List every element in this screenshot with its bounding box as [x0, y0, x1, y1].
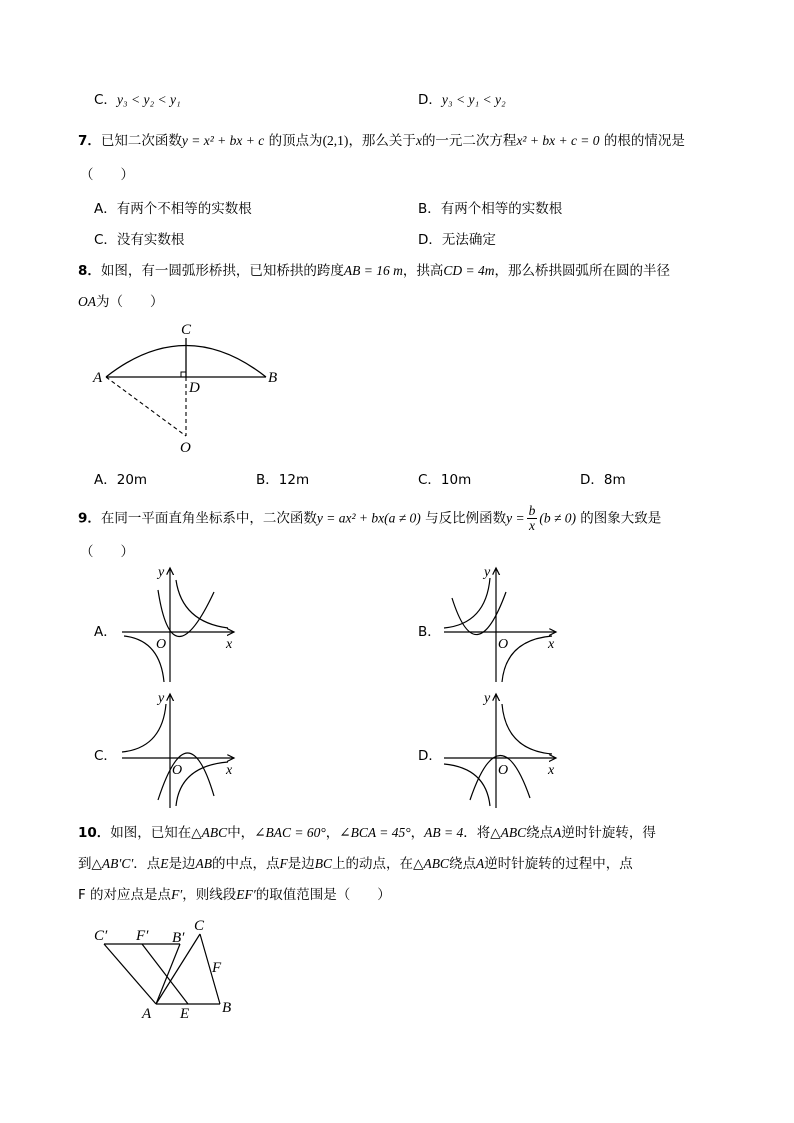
q9-math2-lhs: y = [506, 510, 525, 526]
origin-label: O [498, 763, 509, 778]
parabola [158, 590, 214, 637]
q9-paren: （ ） [80, 544, 134, 560]
q10-l2-t6: 上的动点，在 [332, 856, 414, 872]
q8-text1: 如图，有一圆弧形桥拱，已知桥拱的跨度 [100, 263, 344, 279]
label-b: B [268, 370, 278, 386]
axis-x-label: x [226, 637, 233, 652]
q9-math1: y = ax² + bx(a ≠ 0) [316, 510, 421, 526]
label-e: E [180, 1006, 190, 1022]
label-f-prime: F′ [136, 928, 149, 944]
q7-option-b[interactable]: B．有两个相等的实数根 [418, 201, 563, 217]
segment-ab1 [156, 944, 180, 1004]
q10-math3: ∠BCA = 45° [339, 825, 411, 840]
q8-math1: AB = 16 m [343, 263, 403, 278]
q9-stem [78, 504, 661, 533]
q10-l2-t7: 绕点 [448, 856, 476, 872]
q10-l3-m2: EF′ [236, 887, 256, 902]
q10-l2-t3: 是边 [168, 856, 196, 872]
q7-text5: 的根的情况是 [603, 133, 685, 149]
q8-text2: ，拱高 [402, 263, 444, 279]
q10-text6: 绕点 [526, 825, 554, 841]
parabola [158, 753, 214, 800]
axis-y-label: y [158, 691, 165, 706]
q6-option-d[interactable] [418, 88, 506, 108]
q10-l2-m2: E [160, 856, 169, 871]
q9-option-a[interactable]: A． [94, 624, 117, 640]
axis-y-label: y [158, 565, 165, 580]
q8-stem-line2 [78, 290, 164, 310]
q10-l2-m4: F [279, 856, 288, 871]
q10-text2: 中， [227, 825, 255, 841]
q10-l2-m1: △AB′C′ [91, 856, 134, 871]
label-a: A [93, 370, 103, 386]
q8-math2: CD = 4m [443, 263, 495, 278]
label-a: A [142, 1006, 152, 1022]
axis-y-label: y [484, 691, 491, 706]
q7-stem [78, 129, 685, 149]
hyperbola-branch [444, 578, 490, 628]
option-label: D． [418, 92, 442, 108]
axis-x-label: x [548, 763, 555, 778]
q7-math1: y = x² + bx + c [181, 133, 265, 148]
q10-math2: ∠BAC = 60° [254, 825, 326, 840]
q10-l2-t4: 的中点，点 [212, 856, 280, 872]
q9-graph-d[interactable] [440, 688, 570, 812]
question-number: 7． [78, 133, 101, 149]
q9-fraction [527, 504, 538, 533]
q8-bridge-figure [90, 318, 290, 458]
label-c: C [181, 322, 192, 338]
question-number: 9． [78, 510, 101, 527]
label-b-prime: B′ [172, 930, 185, 946]
q7-option-a[interactable]: A．有两个不相等的实数根 [94, 201, 252, 217]
q10-math1: △ABC [191, 825, 228, 840]
q10-l3-t2: ，则线段 [182, 887, 237, 903]
label-f: F [212, 960, 222, 976]
q10-l2-m3: AB [195, 856, 213, 871]
q10-text7: 逆时针旋转，得 [561, 825, 656, 841]
q8-text3: ，那么桥拱圆弧所在圆的半径 [494, 263, 671, 279]
q8-stem [78, 259, 670, 279]
q8-option-b[interactable]: B．12m [256, 472, 310, 488]
question-number: 8． [78, 263, 101, 279]
q9-text2: 与反比例函数 [425, 510, 507, 527]
q7-math4: x² + bx + c = 0 [516, 133, 600, 148]
label-o: O [180, 440, 191, 456]
option-math: y₃ < y₁ < y₂ [441, 92, 506, 107]
origin-label: O [172, 763, 183, 778]
q10-text5: ．将 [463, 825, 491, 841]
q10-l2-m7: A [475, 856, 485, 871]
q9-option-c[interactable]: C． [94, 748, 117, 764]
q10-l3-m1: F′ [171, 887, 183, 902]
q10-stem-line2 [78, 852, 633, 872]
q10-rotation-figure [88, 912, 248, 1030]
segment-ao [106, 377, 186, 436]
q7-option-d[interactable]: D．无法确定 [418, 232, 496, 248]
q10-l2-t8: 逆时针旋转的过程中，点 [484, 856, 633, 872]
axis-x-label: x [226, 763, 233, 778]
q7-paren: （ ） [80, 167, 134, 183]
label-c: C [194, 918, 205, 934]
q10-math6: A [553, 825, 562, 840]
q9-frac-den: x [528, 518, 535, 533]
q8-option-a[interactable]: A．20m [94, 472, 148, 488]
q8-option-c[interactable]: C．10m [418, 472, 472, 488]
q7-text3: ，那么关于 [348, 133, 416, 149]
question-number: 10． [78, 825, 111, 841]
hyperbola-branch [176, 580, 228, 628]
q7-option-c[interactable]: C．没有实数根 [94, 232, 185, 248]
hyperbola-branch [502, 636, 552, 682]
label-b: B [222, 1000, 232, 1016]
option-label: C． [94, 92, 117, 108]
q10-l2-m6: △ABC [413, 856, 449, 871]
axis-y-label: y [484, 565, 491, 580]
q10-l2-t5: 是边 [287, 856, 315, 872]
q7-math2: (2,1) [322, 133, 349, 148]
q8-math3: OA [78, 294, 96, 309]
q10-stem-line3 [78, 883, 391, 903]
origin-label: O [156, 637, 167, 652]
hyperbola-branch [176, 762, 228, 806]
label-c-prime: C′ [94, 928, 108, 944]
q9-math2-rhs: (b ≠ 0) [539, 510, 576, 526]
q8-text4: 为（ ） [96, 294, 164, 310]
q10-text1: 如图，已知在 [110, 825, 192, 841]
q9-option-b[interactable]: B． [418, 624, 441, 640]
q10-l3-t3: 的取值范围是（ ） [255, 887, 391, 903]
q7-text2: 的顶点为 [268, 133, 323, 149]
hyperbola-branch [502, 704, 552, 754]
q8-option-d[interactable]: D．8m [580, 472, 626, 488]
q7-text4: 的一元二次方程 [421, 133, 517, 149]
origin-label: O [498, 637, 509, 652]
q9-graph-c[interactable] [118, 688, 248, 812]
q10-l2-t1: 到 [78, 856, 92, 872]
q9-frac-num: b [528, 503, 536, 518]
q10-l3-t1: F 的对应点是点 [78, 887, 172, 903]
q10-stem [78, 821, 656, 841]
q7-math3: x [415, 133, 422, 148]
q10-math4: AB = 4 [424, 825, 464, 840]
q9-text1: 在同一平面直角坐标系中，二次函数 [100, 510, 317, 527]
right-angle-mark [181, 372, 186, 377]
q9-text3: 的图象大致是 [580, 510, 662, 527]
parabola [452, 592, 506, 635]
option-math: y₃ < y₂ < y₁ [116, 92, 181, 107]
q10-l2-t2: ．点 [133, 856, 161, 872]
label-d: D [189, 380, 200, 396]
q9-option-d[interactable]: D． [418, 748, 442, 764]
q10-text4: ， [410, 825, 425, 841]
q10-l2-m5: BC [314, 856, 333, 871]
axis-x-label: x [548, 637, 555, 652]
q7-text1: 已知二次函数 [100, 133, 182, 149]
q10-text3: ， [325, 825, 340, 841]
q9-graph-b[interactable] [440, 562, 570, 686]
hyperbola-branch [122, 704, 166, 752]
q6-option-c[interactable] [94, 88, 181, 108]
q10-math5: △ABC [490, 825, 527, 840]
q9-graph-a[interactable] [118, 562, 248, 686]
